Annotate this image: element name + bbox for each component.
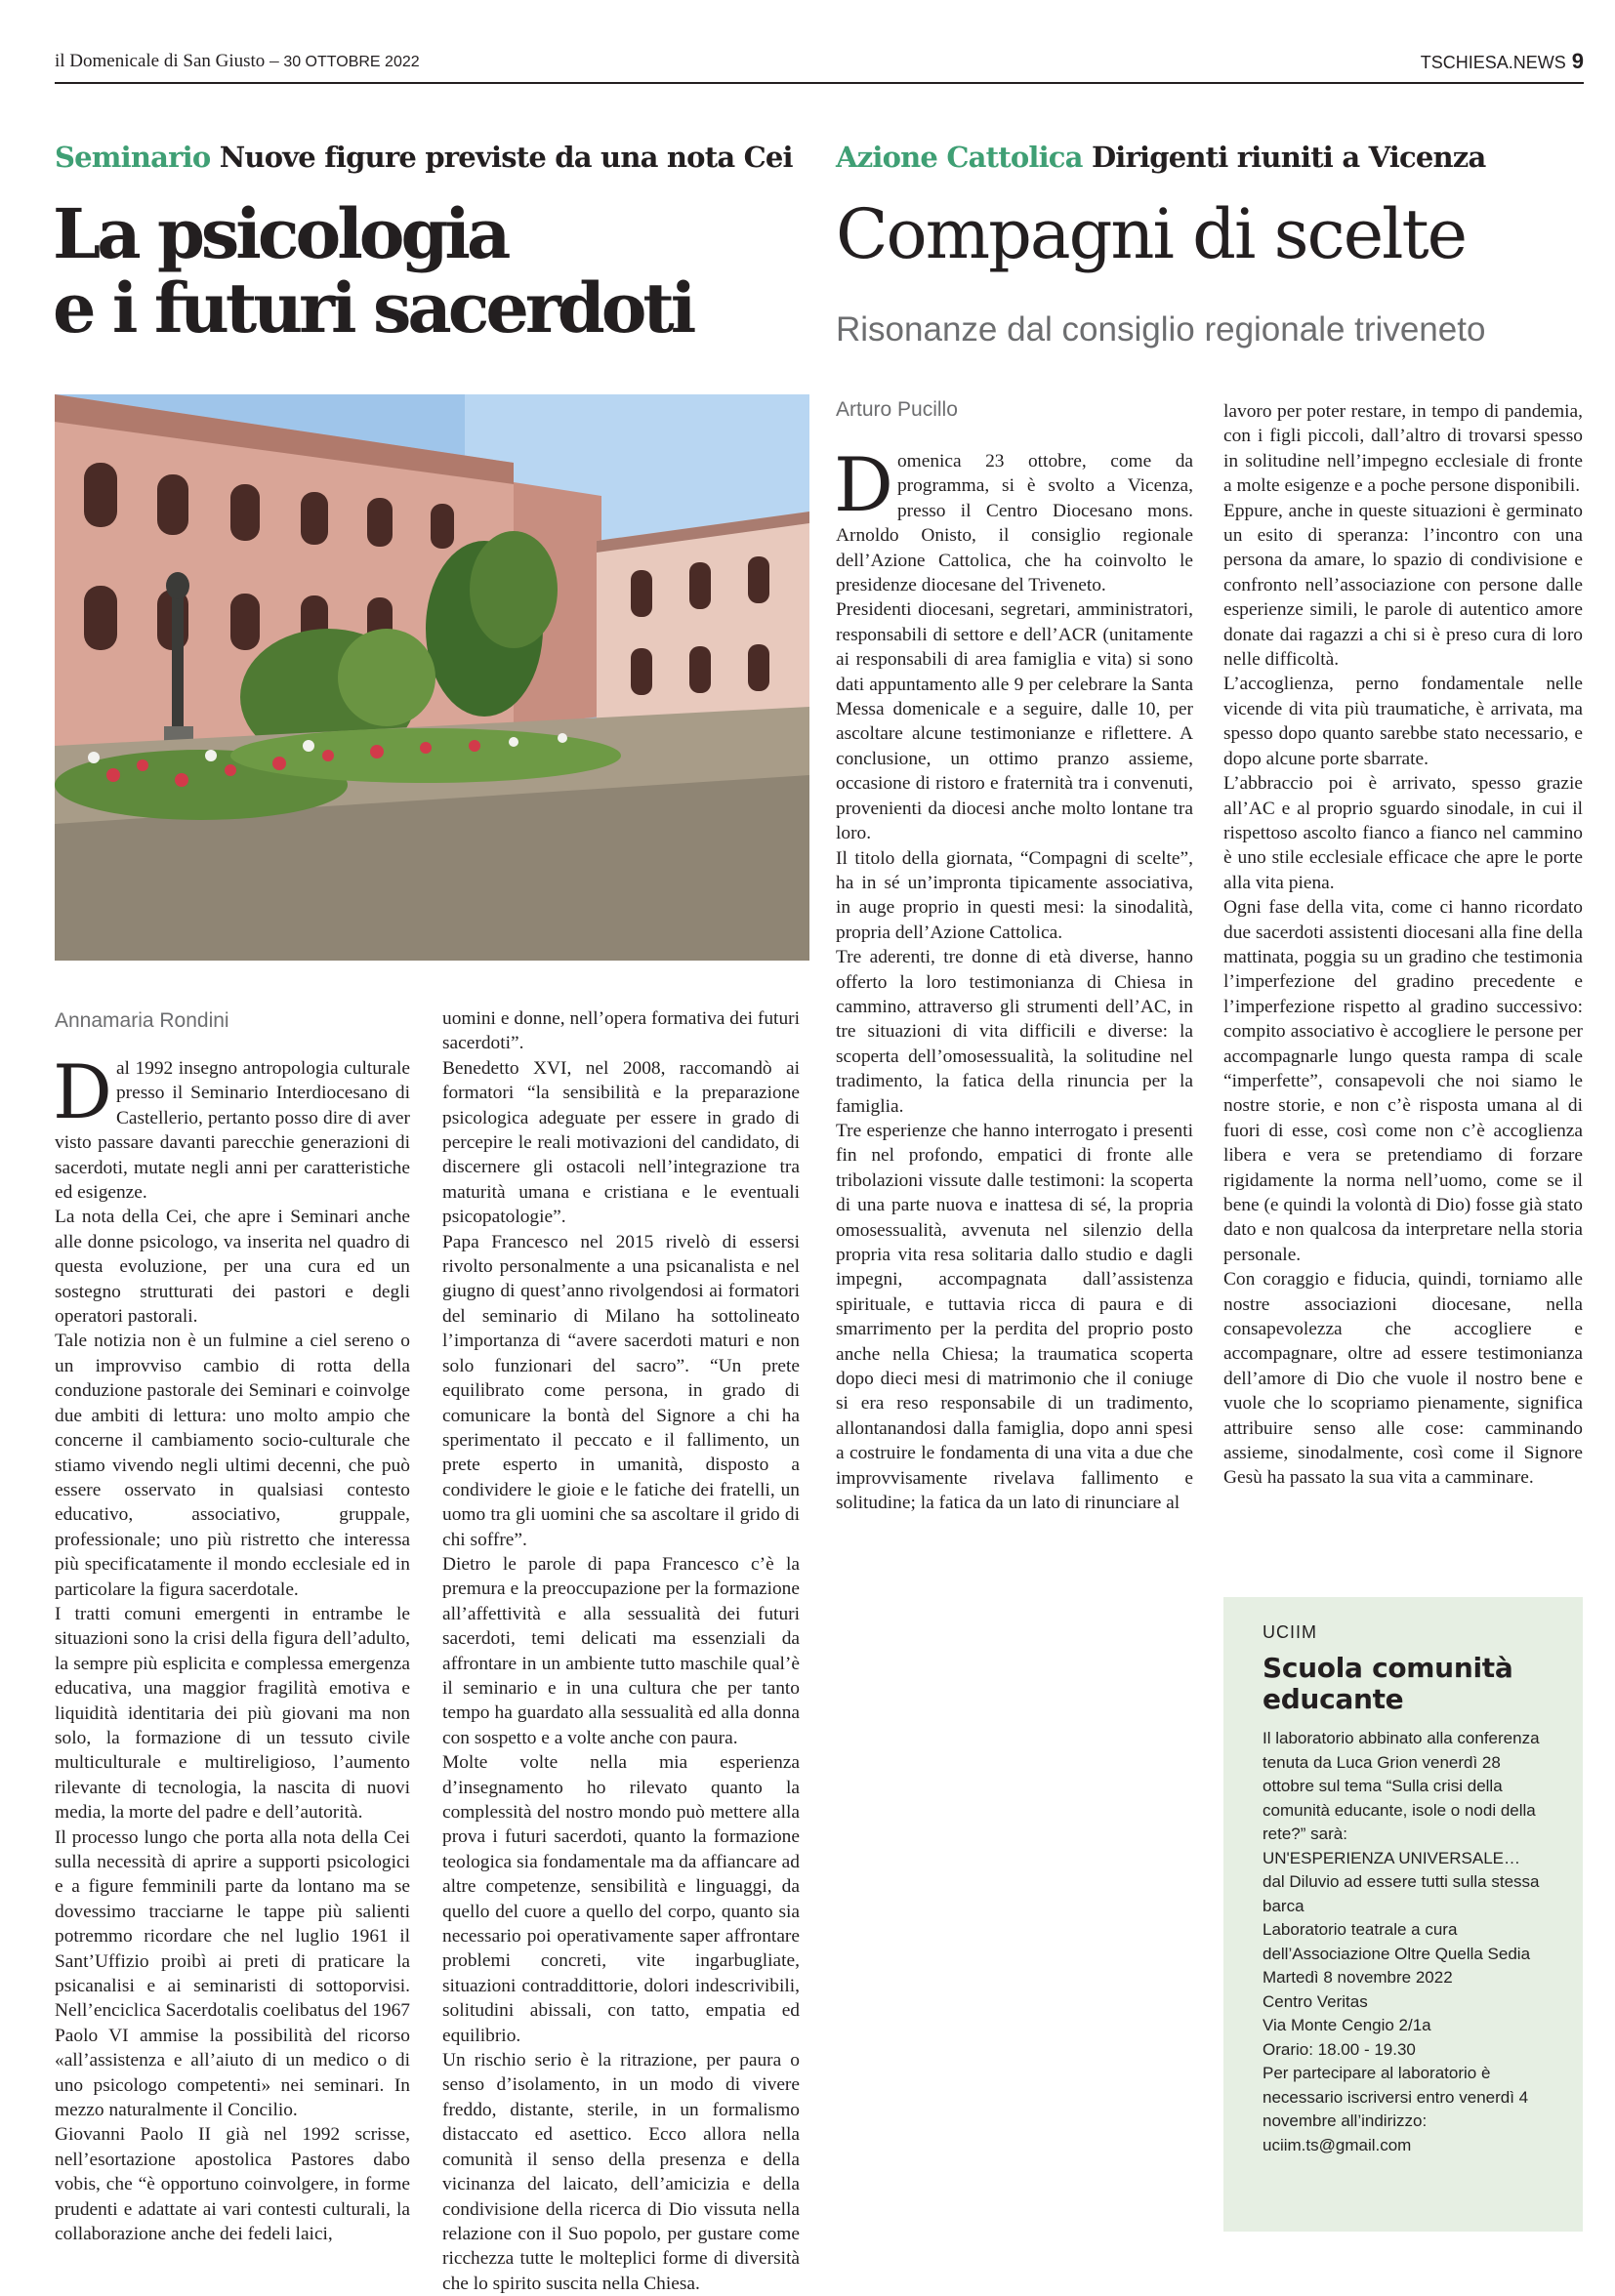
- left-kicker-section: Seminario: [55, 141, 211, 174]
- paragraph: Tale notizia non è un fulmine a ciel sereno o un improvviso cambio di rotta della conduzione pastorale dei Seminari e coinvolge due ambiti di lettura: uno molto ampio che concerne il cambiamento socio-culturale che stiamo vivendo negli ultimi decenni, che può essere osservato in qualsiasi contesto educativo, associativo, gruppale, professionale; uno più ristretto che interessa più specificatamente il mondo ecclesiale ed in particolare la figura sacerdotale.: [55, 1331, 410, 1600]
- sidebar-title: [1263, 1653, 1544, 1715]
- drop-cap: D: [53, 1048, 112, 1135]
- sidebar-line: Via Monte Cengio 2/1a: [1263, 2016, 1431, 2034]
- paragraph: [53, 1048, 410, 1205]
- sidebar-line: Centro Veritas: [1263, 1991, 1368, 2011]
- left-byline: Annamaria Rondini: [55, 1009, 229, 1032]
- right-headline: Compagni di scelte: [836, 194, 1467, 274]
- drop-cap: D: [834, 441, 893, 528]
- paragraph: Il titolo della giornata, “Compagni di scelte”, ha in sé un’impronta tipicamente associativa, in auge proprio in questi mesi: la sinodalità, propria dell’Azione Cattolica.: [836, 847, 1193, 943]
- uciim-sidebar-box: [1223, 1597, 1583, 2232]
- sidebar-line: dal Diluvio ad essere tutti sulla stessa barca: [1263, 1872, 1540, 1915]
- publication-info: [55, 51, 420, 72]
- paragraph: Ogni fase della vita, come ci hanno ricordato due sacerdoti assistenti diocesani alla fine della mattinata, poggia su un gradino che testimonia l’imperfezione del gradino precedente e l’imperfezione rispetto al gradino successivo: compito associativo è accogliere le persone per accompagnarle lungo questa rampa di scale “imperfette”, consapevoli che noi siamo le nostre storie, e non c’è risposta umana al di fuori di esse, così come non c’è accoglienza libera e vera se pretendiamo di forzare rigidamente la norma nell’uomo, come se il bene (e quindi la volontà di Dio) fosse già stato dato e non qualcosa da interpretare nella storia personale.: [1223, 897, 1583, 1265]
- left-kicker: [55, 141, 793, 174]
- site-and-page: [1421, 49, 1584, 74]
- paragraph: Benedetto XVI, nel 2008, raccomandò ai formatori “la sensibilità e la preparazione psicologica adeguate per essere in grado di percepire le reali motivazioni del candidato, di discernere gli ostacoli nell’integrazione tra maturità umana e cristiana e le eventuali psicopatologie”.: [442, 1057, 800, 1228]
- site-name: TSCHIESA.NEWS: [1420, 53, 1566, 72]
- paragraph: L’abbraccio poi è arrivato, spesso grazie all’AC e al proprio sguardo sinodale, in cui il rispettoso ascolto fianco a fianco nel cammino è uno stile ecclesiale efficace che apre le porte alla vita piena.: [1223, 773, 1583, 893]
- paragraph: Con coraggio e fiducia, quindi, torniamo alle nostre associazioni diocesane, nella consapevolezza che accogliere e accompagnare, oltre ad essere testimonianza dell’amore di Dio che vuole il nostro bene e vuole che lo scopriamo pienamente, significa attribuire senso alle cose: camminando assieme, sinodalmente, così come il Signore Gesù ha passato la sua vita a camminare.: [1223, 1269, 1583, 1489]
- paragraph: lavoro per poter restare, in tempo di pandemia, con i figli piccoli, dall’altro di trovarsi spesso in solitudine nell’impegno ecclesiale di fronte a molte esigenze e a poche persone disponibili.: [1223, 401, 1583, 497]
- running-head: [55, 49, 1584, 76]
- paragraph: Tre aderenti, tre donne di età diverse, hanno offerto la loro testimonianza di Chiesa in cammino, attraverso gli strumenti dell’AC, in tre situazioni di vita difficili e diverse: la scoperta dell’omosessualità, la solitudine nel tradimento, la fatica della rinuncia per la famiglia.: [836, 947, 1193, 1117]
- paragraph: [834, 441, 1193, 597]
- paragraph: L’accoglienza, perno fondamentale nelle vicende di vita più traumatiche, è arrivata, ma spesso dopo quanto sarebbe stato necessario, e dopo alcune porte sbarrate.: [1223, 674, 1583, 769]
- paragraph: Giovanni Paolo II già nel 1992 scrisse, nell’esortazione apostolica Pastores dabo vobis, che “è opportuno coinvolgere, in forme prudenti e adattate ai vari contesti culturali, la collaborazione anche dei fedeli laici,: [55, 2124, 410, 2245]
- publication-date: 30 OTTOBRE 2022: [283, 54, 420, 70]
- sidebar-kicker: UCIIM: [1263, 1622, 1317, 1642]
- left-kicker-topic: Nuove figure previste da una nota Cei: [219, 141, 793, 174]
- sidebar-email: uciim.ts@gmail.com: [1263, 2135, 1412, 2154]
- right-kicker: [836, 141, 1485, 174]
- paragraph: uomini e donne, nell’opera formativa dei futuri sacerdoti”.: [442, 1008, 800, 1054]
- header-rule: [55, 82, 1584, 84]
- left-article-column-2: [442, 1006, 800, 2296]
- paragraph: Presidenti diocesani, segretari, amministratori, responsabili di settore e dell’ACR (unitamente ai responsabili di area famiglia e vita) si sono dati appuntamento alle 9 per celebrare la Santa Messa domenicale e a seguire, dalle 10, per ascoltare alcune testimonianze e riflettere. A conclusione, un ottimo pranzo assieme, occasione di ristoro e fraternità tra i convenuti, provenienti da diocesi anche molto lontane tra loro.: [836, 599, 1193, 844]
- left-headline-line-2: e i futuri sacerdoti: [53, 267, 693, 348]
- paragraph: Papa Francesco nel 2015 rivelò di essersi rivolto personalmente a una psicanalista e nel giugno di quest’anno rivolgendosi ai formatori del seminario di Milano ha sottolineato l’importanza di “avere sacerdoti maturi e non solo funzionari del sacro”. “Un prete equilibrato come persona, in grado di comunicare la bontà del Signore a chi ha sperimentato il peccato e il fallimento, un prete esperto in umanità, disposto a condividere le gioie e le fatiche dei fratelli, un uomo tra gli uomini che sa ascoltare il grido di chi soffre”.: [442, 1231, 800, 1550]
- right-subheadline: Risonanze dal consiglio regionale triveneto: [836, 310, 1486, 348]
- sidebar-line: Il laboratorio abbinato alla conferenza tenuta da Luca Grion venerdì 28 ottobre sul tema “Sulla crisi della comunità educante, isole o nodi della rete?” sarà:: [1263, 1729, 1540, 1843]
- sidebar-line: UN'ESPERIENZA UNIVERSALE…: [1263, 1848, 1520, 1867]
- seminary-courtyard-photo: [55, 394, 809, 961]
- paragraph: I tratti comuni emergenti in entrambe le situazioni sono la crisi della figura dell’adulto, la sempre più esplicita e complessa emergenza educativa, una maggior fragilità emotiva e liquidità identitaria dei più giovani ma non solo, la formazione di un tessuto civile multiculturale e multireligioso, l’aumento rilevante di tecnologia, la nascita di nuovi media, la morte del padre e dell’autorità.: [55, 1603, 410, 1824]
- right-kicker-section: Azione Cattolica: [836, 141, 1083, 174]
- right-article-column-2: [1223, 399, 1583, 1491]
- right-byline: Arturo Pucillo: [836, 398, 958, 421]
- paragraph: Eppure, anche in queste situazioni è germinato un esito di speranza: l’incontro con una persona da amare, lo spazio di condivisione e confronto nell’associazione con persone dalle esperienze simili, le parole di autentico amore donate dai ragazzi a chi si è preso cura di loro nelle difficoltà.: [1223, 500, 1583, 671]
- sidebar-line: Martedì 8 novembre 2022: [1263, 1968, 1453, 1987]
- sidebar-line: Per partecipare al laboratorio è necessario iscriversi entro venerdì 4 novembre all’indirizzo:: [1263, 2064, 1529, 2130]
- left-headline-line-1: La psicologia: [53, 193, 508, 274]
- sidebar-line: Orario: 18.00 - 19.30: [1263, 2039, 1416, 2059]
- paragraph: Molte volte nella mia esperienza d’insegnamento ho rilevato quanto la complessità del nostro mondo può mettere alla prova i futuri sacerdoti, quanto la formazione teologica sia fondamentale ma da affiancare ad altre competenze, sensibilità e linguaggi, da quello del cuore a quello del corpo, quanto sia necessario poi operativamente saper affrontare problemi concreti, vite ingarbugliate, situazioni contraddittorie, dolori indescrivibili, solitudini abissali, con tatto, empatia ed equilibrio.: [442, 1752, 800, 2046]
- left-article-column-1: [53, 1048, 410, 2247]
- page-number: 9: [1571, 49, 1584, 73]
- sidebar-line: Laboratorio teatrale a cura dell’Associazione Oltre Quella Sedia: [1263, 1920, 1531, 1963]
- paragraph-text: al 1992 insegno antropologia culturale presso il Seminario Interdiocesano di Castellerio, pertanto posso dire di aver visto passare davanti parecchie generazioni di sacerdoti, mutate negli anni per caratteristiche ed esigenze.: [55, 1058, 410, 1204]
- right-article-column-1: [834, 441, 1193, 1515]
- publication-title: il Domenicale di San Giusto: [55, 51, 266, 71]
- right-kicker-topic: Dirigenti riuniti a Vicenza: [1091, 141, 1486, 174]
- left-headline: [53, 193, 795, 348]
- paragraph: Dietro le parole di papa Francesco c’è la premura e la preoccupazione per la formazione all’affettività e alla sessualità dei futuri sacerdoti, temi delicati ma essenziali da affrontare in un ambiente tutto maschile qual’è il seminario e in una cultura che per tanto tempo ha guardato alla sessualità ed alla donna con sospetto e a volte anche con paura.: [442, 1553, 800, 1748]
- paragraph: Un rischio serio è la ritrazione, per paura o senso d’isolamento, in un modo di vivere freddo, distante, sterile, in un formalismo distaccato ed asettico. Ecco allora nella comunità il senso della presenza e della vicinanza del laicato, dell’amicizia e della condivisione della ricerca di Dio vissuta nella relazione con il Suo popolo, per gustare come ricchezza tutte le molteplici forme di diversità che lo spirito suscita nella Chiesa.: [442, 2050, 800, 2294]
- paragraph: Tre esperienze che hanno interrogato i presenti fin nel profondo, empatici di fronte alle tribolazioni vissute dalle testimoni: la scoperta di una parte nuova e inattesa di sé, la propria omosessualità, avvenuta nel silenzio della propria vita resa solitaria dallo studio e dagli impegni, accompagnata dall’assistenza spirituale, e tuttavia ricca di paura e di smarrimento per la perdita del proprio posto anche nella Chiesa; la traumatica scoperta dopo dieci mesi di matrimonio che il coniuge si era reso responsabile di un tradimento, allontanandosi dalla famiglia, dopo anni spesi a costruire le fondamenta di una vita a due che improvvisamente rivelava fallimento e solitudine; la fatica da un lato di rinunciare al: [836, 1120, 1193, 1514]
- paragraph-text: omenica 23 ottobre, come da programma, si è svolto a Vicenza, presso il Centro Diocesano mons. Arnoldo Onisto, il consiglio regionale dell’Azione Cattolica, che ha coinvolto le presidenze diocesane del Triveneto.: [836, 451, 1193, 596]
- paragraph: La nota della Cei, che apre i Seminari anche alle donne psicologo, va inserita nel quadro di questa evoluzione, per una cura ed un sostegno strutturati dei pastori e degli operatori pastorali.: [55, 1207, 410, 1328]
- courtyard-illustration: [55, 394, 809, 961]
- sidebar-body: [1263, 1727, 1544, 2157]
- sidebar-title-line-2: educante: [1263, 1683, 1404, 1715]
- sidebar-title-line-1: Scuola comunità: [1263, 1652, 1513, 1684]
- paragraph: Il processo lungo che porta alla nota della Cei sulla necessità di aprire a supporti psicologici e a figure femminili parte da lontano ma se dovessimo tracciarne le tappe più salienti potremmo ricordare che nel luglio 1961 il Sant’Uffizio proibì ai preti di praticare la psicanalisi e ai seminaristi di sottoporvisi. Nell’enciclica Sacerdotalis coelibatus del 1967 Paolo VI ammise la possibilità del ricorso «all’assistenza e all’aiuto di un medico o di uno psicologo competenti» nei seminari. In mezzo naturalmente il Concilio.: [55, 1826, 410, 2121]
- running-head-separator: –: [265, 51, 284, 71]
